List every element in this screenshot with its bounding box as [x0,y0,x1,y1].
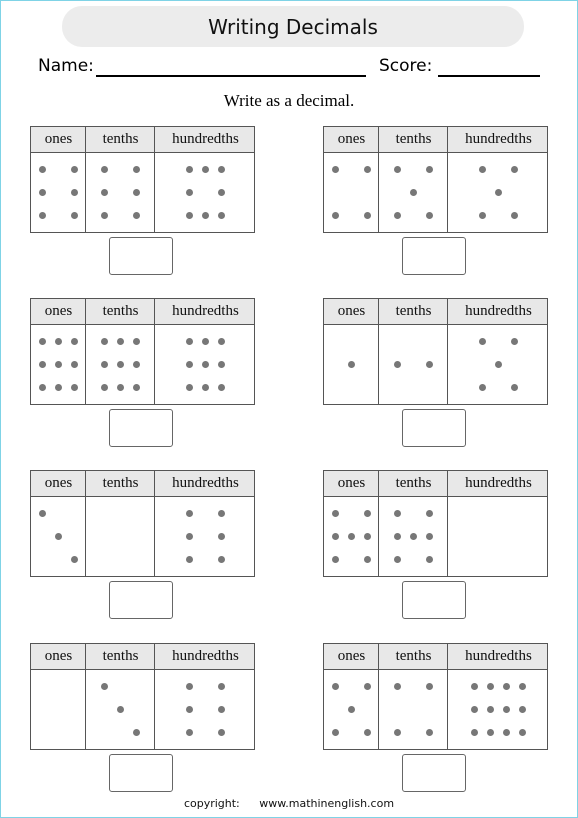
counter-dot [394,556,401,563]
header-ones: ones [337,475,366,491]
ones-cell [31,497,86,576]
counter-dot [487,683,494,690]
counter-dot [364,556,371,563]
counter-dot [202,166,209,173]
counter-dot [410,533,417,540]
counter-dot [55,533,62,540]
header-tenths: tenths [102,303,139,319]
counter-dot [503,729,510,736]
counter-dot [364,510,371,517]
counter-dot [202,384,209,391]
counter-dot [55,361,62,368]
counter-dot [394,361,401,368]
counter-dot [133,729,140,736]
place-value-table [323,470,548,577]
answer-box[interactable] [402,237,466,275]
counter-dot [394,212,401,219]
header-hundredths: hundredths [465,303,532,319]
answer-box[interactable] [109,409,173,447]
tenths-cell [86,153,155,232]
counter-dot [186,338,193,345]
ones-cell [324,325,379,404]
header-ones: ones [337,303,366,319]
header-tenths: tenths [102,475,139,491]
header-tenths: tenths [395,475,432,491]
hundredths-cell [155,497,256,576]
counter-dot [519,706,526,713]
counter-dot [503,683,510,690]
place-value-table [30,298,255,405]
footer [0,797,578,810]
name-label: Name: [38,56,94,76]
column-divider [85,127,86,232]
counter-dot [39,361,46,368]
counter-dot [479,384,486,391]
counter-dot [186,166,193,173]
counter-dot [218,533,225,540]
counter-dot [426,510,433,517]
column-divider [85,299,86,404]
counter-dot [332,212,339,219]
column-divider [154,471,155,576]
counter-dot [332,510,339,517]
counter-dot [426,556,433,563]
counter-dot [479,338,486,345]
header-hundredths: hundredths [465,131,532,147]
counter-dot [495,361,502,368]
counter-dot [117,384,124,391]
counter-dot [218,361,225,368]
counter-dot [71,166,78,173]
counter-dot [117,338,124,345]
hundredths-cell [448,670,549,749]
counter-dot [186,683,193,690]
counter-dot [133,166,140,173]
counter-dot [101,683,108,690]
header-ones: ones [44,475,73,491]
column-divider [378,644,379,749]
counter-dot [117,361,124,368]
counter-dot [133,212,140,219]
counter-dot [218,556,225,563]
tenths-cell [379,497,448,576]
counter-dot [71,212,78,219]
counter-dot [218,166,225,173]
counter-dot [133,338,140,345]
header-hundredths: hundredths [465,648,532,664]
counter-dot [426,533,433,540]
counter-dot [218,338,225,345]
header-ones: ones [337,648,366,664]
place-value-table [323,298,548,405]
column-divider [154,299,155,404]
answer-box[interactable] [402,754,466,792]
place-value-table [30,470,255,577]
counter-dot [186,729,193,736]
column-divider [378,299,379,404]
answer-box[interactable] [109,237,173,275]
counter-dot [519,729,526,736]
counter-dot [394,683,401,690]
counter-dot [348,706,355,713]
counter-dot [218,212,225,219]
counter-dot [202,338,209,345]
counter-dot [394,166,401,173]
header-tenths: tenths [395,131,432,147]
column-divider [447,127,448,232]
counter-dot [503,706,510,713]
counter-dot [39,510,46,517]
hundredths-cell [155,325,256,404]
answer-box[interactable] [109,754,173,792]
worksheet-title: Writing Decimals [62,6,524,47]
counter-dot [186,556,193,563]
counter-dot [71,338,78,345]
hundredths-cell [155,670,256,749]
counter-dot [101,338,108,345]
counter-dot [519,683,526,690]
tenths-cell [379,153,448,232]
place-value-table [323,643,548,750]
counter-dot [39,189,46,196]
header-hundredths: hundredths [172,475,239,491]
place-value-table [30,126,255,233]
counter-dot [39,212,46,219]
counter-dot [364,166,371,173]
tenths-cell [86,497,155,576]
counter-dot [186,706,193,713]
place-value-table [30,643,255,750]
ones-cell [31,670,86,749]
answer-box[interactable] [109,581,173,619]
counter-dot [348,533,355,540]
column-divider [85,644,86,749]
counter-dot [101,361,108,368]
counter-dot [186,212,193,219]
copyright-site: www.mathinenglish.com [259,797,395,810]
counter-dot [218,706,225,713]
column-divider [447,299,448,404]
header-ones: ones [337,131,366,147]
counter-dot [186,510,193,517]
tenths-cell [379,325,448,404]
counter-dot [39,338,46,345]
counter-dot [202,361,209,368]
counter-dot [479,166,486,173]
counter-dot [511,384,518,391]
answer-box[interactable] [402,409,466,447]
counter-dot [471,683,478,690]
column-divider [154,127,155,232]
counter-dot [133,384,140,391]
ones-cell [324,497,379,576]
header-ones: ones [44,131,73,147]
counter-dot [39,166,46,173]
counter-dot [394,510,401,517]
counter-dot [348,361,355,368]
counter-dot [101,384,108,391]
counter-dot [133,189,140,196]
counter-dot [426,361,433,368]
counter-dot [55,384,62,391]
counter-dot [495,189,502,196]
counter-dot [186,189,193,196]
instruction-text: Write as a decimal. [223,91,355,110]
header-tenths: tenths [102,131,139,147]
counter-dot [71,361,78,368]
tenths-cell [86,670,155,749]
counter-dot [133,361,140,368]
score-label: Score: [379,56,433,76]
counter-dot [426,166,433,173]
column-divider [447,644,448,749]
counter-dot [511,212,518,219]
counter-dot [364,729,371,736]
counter-dot [479,212,486,219]
ones-cell [324,670,379,749]
name-field[interactable] [96,75,366,77]
place-value-table [323,126,548,233]
counter-dot [218,384,225,391]
counter-dot [511,166,518,173]
counter-dot [471,729,478,736]
counter-dot [218,510,225,517]
counter-dot [426,683,433,690]
counter-dot [332,556,339,563]
copyright-label: copyright: [183,797,240,810]
hundredths-cell [448,497,549,576]
counter-dot [117,706,124,713]
counter-dot [39,384,46,391]
ones-cell [324,153,379,232]
header-tenths: tenths [102,648,139,664]
column-divider [378,127,379,232]
counter-dot [394,533,401,540]
header-hundredths: hundredths [172,648,239,664]
score-field[interactable] [438,75,540,77]
counter-dot [410,189,417,196]
counter-dot [101,166,108,173]
counter-dot [332,729,339,736]
header-hundredths: hundredths [172,303,239,319]
counter-dot [332,683,339,690]
counter-dot [186,384,193,391]
header-hundredths: hundredths [465,475,532,491]
counter-dot [218,189,225,196]
counter-dot [426,729,433,736]
name-score-row [38,56,548,80]
counter-dot [101,212,108,219]
hundredths-cell [448,153,549,232]
counter-dot [332,533,339,540]
header-tenths: tenths [395,648,432,664]
column-divider [447,471,448,576]
counter-dot [218,729,225,736]
counter-dot [55,338,62,345]
column-divider [154,644,155,749]
column-divider [378,471,379,576]
counter-dot [364,212,371,219]
answer-box[interactable] [402,581,466,619]
counter-dot [364,533,371,540]
counter-dot [394,729,401,736]
header-ones: ones [44,648,73,664]
header-hundredths: hundredths [172,131,239,147]
counter-dot [487,729,494,736]
tenths-cell [379,670,448,749]
counter-dot [332,166,339,173]
counter-dot [71,189,78,196]
ones-cell [31,153,86,232]
counter-dot [364,683,371,690]
hundredths-cell [155,153,256,232]
counter-dot [487,706,494,713]
header-tenths: tenths [395,303,432,319]
counter-dot [218,683,225,690]
column-divider [85,471,86,576]
counter-dot [202,212,209,219]
counter-dot [101,189,108,196]
counter-dot [471,706,478,713]
counter-dot [186,533,193,540]
tenths-cell [86,325,155,404]
counter-dot [71,384,78,391]
ones-cell [31,325,86,404]
counter-dot [71,556,78,563]
header-ones: ones [44,303,73,319]
counter-dot [511,338,518,345]
counter-dot [186,361,193,368]
counter-dot [426,212,433,219]
hundredths-cell [448,325,549,404]
